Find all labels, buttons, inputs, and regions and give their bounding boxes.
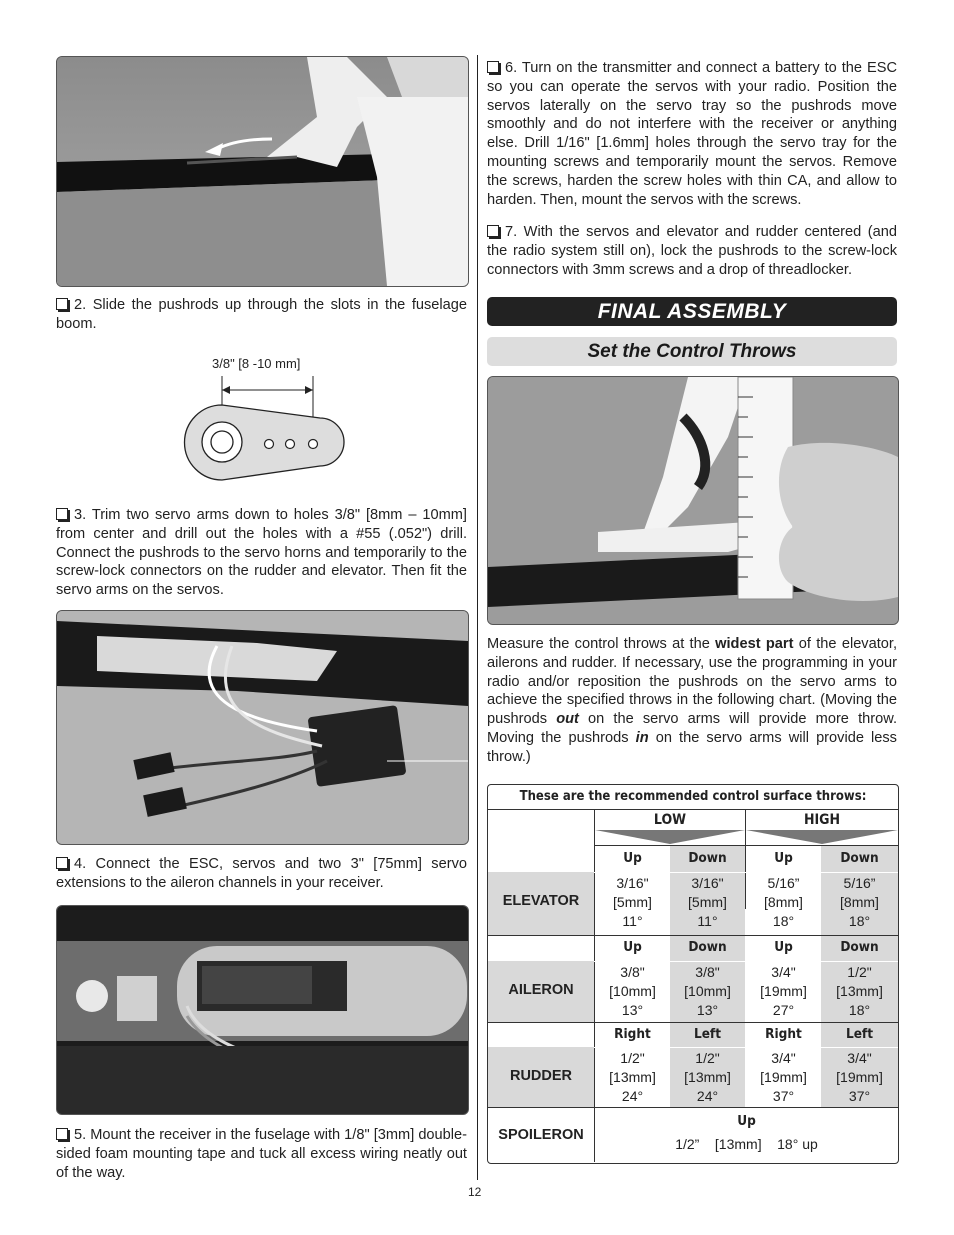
servo-arm-dimension-label: 3/8" [8 -10 mm] <box>212 356 301 371</box>
measure-instructions: Measure the control throws at the widest part of the elevator, ailerons and rudder. If necessary, use the programming in your radio and/or reposition the pushrods on the servo arms to achieve the specified throws in the following chart. (Moving the pushrods out on the servo arms will provide more throw. Moving the pushrods in on the servo arms will provide less throw.) <box>487 636 898 765</box>
checkbox-icon <box>56 1128 68 1140</box>
rudder-head-1: Right <box>614 1026 651 1042</box>
rudder-label: RUDDER <box>509 1068 573 1084</box>
aileron-label: AILERON <box>508 982 574 998</box>
step-3-text <box>56 506 467 600</box>
spoileron-label: SPOILERON <box>498 1127 584 1143</box>
elevator-low-down: 3/16" [5mm] 11° <box>688 875 727 929</box>
low-header: LOW <box>653 812 687 828</box>
aileron-high-up: 3/4" [19mm] 27° <box>760 964 807 1018</box>
photo-pushrods-tail <box>56 56 469 287</box>
rudder-low-right: 1/2" [13mm] 24° <box>609 1050 656 1104</box>
step-3-label: 3. Trim two servo arms down to holes 3/8" [8mm – 10mm] from center and drill out the holes with a #55 (.052") drill. Connect the pushrods to the servo horns and temporarily to the screw-lock connectors on the rudder and elevator. Then fit the servo arms on the servos. <box>56 507 467 599</box>
elevator-head-1: Up <box>623 850 642 866</box>
step-7-text <box>487 223 897 279</box>
rudder-low-left: 1/2" [13mm] 24° <box>684 1050 731 1104</box>
control-throws-table <box>487 784 899 1164</box>
rudder-head-4: Left <box>845 1026 874 1042</box>
rudder-high-left: 3/4" [19mm] 37° <box>836 1050 883 1104</box>
aileron-low-down: 3/8" [10mm] 13° <box>684 964 731 1018</box>
widest-part-emphasis: widest part <box>715 636 794 652</box>
page-number: 12 <box>468 1185 482 1199</box>
in-emphasis: in <box>635 729 649 746</box>
aileron-low-up: 3/8" [10mm] 13° <box>609 964 656 1018</box>
spoileron-head: Up <box>737 1113 756 1129</box>
checkbox-icon <box>56 857 68 869</box>
step-2-text <box>56 296 467 334</box>
step-5-text <box>56 1126 467 1182</box>
step-4-label: 4. Connect the ESC, servos and two 3" [75mm] servo extensions to the aileron channels in your receiver. <box>56 856 467 891</box>
photo-receiver-mounted <box>56 905 469 1115</box>
aileron-head-4: Down <box>840 939 879 955</box>
aileron-head-2: Down <box>688 939 727 955</box>
elevator-high-up: 5/16” [8mm] 18° <box>764 875 803 929</box>
section-title-final-assembly: FINAL ASSEMBLY <box>487 297 897 326</box>
elevator-head-2: Down <box>688 850 727 866</box>
step-6-text <box>487 59 897 209</box>
checkbox-icon <box>56 508 68 520</box>
elevator-head-3: Up <box>774 850 793 866</box>
checkbox-icon <box>56 298 68 310</box>
photo-receiver-wiring <box>56 610 469 845</box>
out-emphasis: out <box>556 711 579 728</box>
elevator-head-4: Down <box>840 850 879 866</box>
step-7-label: 7. With the servos and elevator and rudder centered (and the radio system still on), lock the pushrods to the screw-lock connectors with 3mm screws and a drop of threadlocker. <box>487 224 897 278</box>
column-divider <box>477 55 478 1180</box>
spoileron-value: 1/2” [13mm] 18° up <box>675 1136 818 1152</box>
elevator-low-up: 3/16" [5mm] 11° <box>613 875 652 929</box>
subsection-title-control-throws: Set the Control Throws <box>487 337 897 366</box>
elevator-label: ELEVATOR <box>502 893 580 909</box>
aileron-head-3: Up <box>774 939 793 955</box>
checkbox-icon <box>487 61 499 73</box>
step-6-label: 6. Turn on the transmitter and connect a battery to the ESC so you can operate the servos with your radio. Position the servos laterally on the servo tray so the pushrods move smoothly and do not interfere with the receiver or anything else. Drill 1/16" [1.6mm] holes through the servo tray for the mounting screws and temporarily mount the servos. Remove the screws, harden the screw holes with thin CA, and allow to harden. Then, mount the servos with the screws. <box>487 60 897 208</box>
servo-arm-diagram <box>180 370 345 485</box>
aileron-head-1: Up <box>623 939 642 955</box>
high-arrow-icon <box>746 830 898 844</box>
step-5-label: 5. Mount the receiver in the fuselage with 1/8" [3mm] double-sided foam mounting tape and tuck all excess wiring neatly out of the way. <box>56 1127 467 1181</box>
step-2-label: 2. Slide the pushrods up through the slots in the fuselage boom. <box>56 297 467 332</box>
aileron-high-down: 1/2" [13mm] 18° <box>836 964 883 1018</box>
rudder-high-right: 3/4" [19mm] 37° <box>760 1050 807 1104</box>
rudder-head-2: Left <box>693 1026 722 1042</box>
table-title: These are the recommended control surface throws: <box>519 789 867 804</box>
step-4-text <box>56 855 467 893</box>
photo-measure-throw <box>487 376 899 625</box>
checkbox-icon <box>487 225 499 237</box>
elevator-high-down: 5/16” [8mm] 18° <box>840 875 879 929</box>
high-header: HIGH <box>803 812 841 828</box>
low-arrow-icon <box>595 830 745 844</box>
rudder-head-3: Right <box>765 1026 802 1042</box>
